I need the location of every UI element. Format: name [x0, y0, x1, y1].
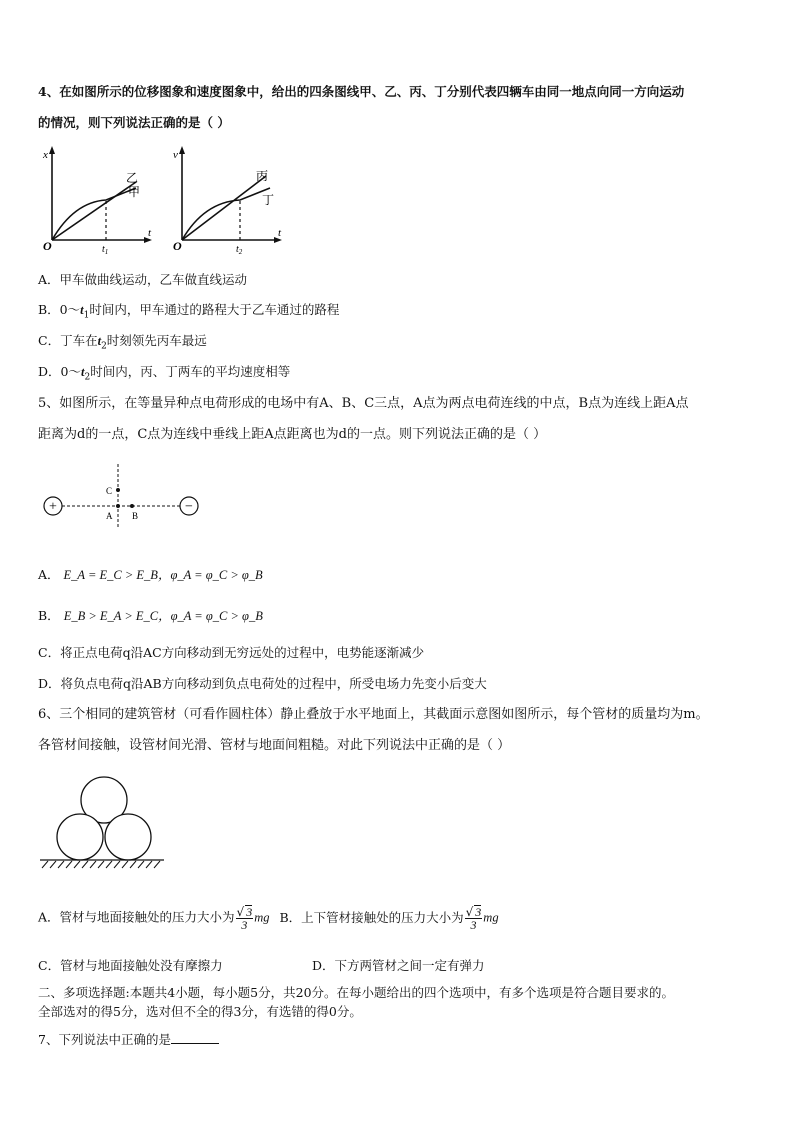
q4-fig2-x-label: t	[278, 227, 282, 239]
q6-option-d: D．下方两管材之间一定有弹力	[312, 958, 485, 973]
q5-figure-charges	[40, 460, 210, 530]
svg-text:−: −	[185, 499, 193, 515]
q5-option-b: B． E_B > E_A > E_C，φ_A = φ_C > φ_B	[38, 608, 263, 623]
q4-fig2-origin: O	[173, 239, 182, 253]
q4-fig1-curve-label-2: 甲	[128, 185, 141, 199]
q5-option-a: A． E_A = E_C > E_B，φ_A = φ_C > φ_B	[38, 567, 263, 582]
q6-stem-line2: 各管材间接触，设管材间光滑、管材与地面间粗糙。对此下列说法中正确的是（ ）	[38, 738, 511, 753]
q6-fraction-b: $\frac{√ 3}{3}$	[465, 905, 482, 932]
q5-label-b: B	[132, 511, 139, 521]
q4-option-d: D．$0\sim t_2$时间内，丙、丁两车的平均速度相等	[38, 364, 291, 383]
svg-text:+: +	[49, 499, 57, 515]
q4-stem-line1: 4、在如图所示的位移图象和速度图象中，给出的四条图线甲、乙、丙、丁分别代表四辆车由同一地点向同一方向运动	[38, 84, 685, 99]
q4-fig1-y-label: x	[43, 149, 48, 161]
q4-stem-line2: 的情况，则下列说法正确的是（ ）	[38, 115, 230, 130]
q7-answer-blank	[171, 1031, 219, 1044]
q5-label-a: A	[106, 511, 113, 521]
q4-option-c: C．丁车在$t_2$时刻领先丙车最远	[38, 333, 207, 352]
q4-fig2-y-label: v	[173, 149, 178, 161]
q4-fig1-curve-label-1: 乙	[126, 171, 139, 185]
q4-fig2-curve-label-1: 丙	[256, 169, 269, 183]
q6-fraction-a: $\frac{√ 3}{3}$	[236, 905, 253, 932]
q4-fig1-origin: O	[43, 239, 52, 253]
q4-fig1-x-label: t	[148, 227, 152, 239]
q4-fig1-tick: $t_1$	[102, 244, 109, 256]
q5-stem-line2: 距离为d的一点，C点为连线中垂线上距A点距离也为d的一点。则下列说法正确的是（ ）	[38, 427, 547, 442]
q6-option-a-b: A．管材与地面接触处的压力大小为 $\frac{√ 3}{3}$ mg B．上下管材接触处的压力大小为 $\frac{√ 3}{3}$ mg	[38, 905, 499, 932]
q5-option-d: D．将负点电荷q沿AB方向移动到负点电荷处的过程中，所受电场力先变小后变大	[38, 676, 487, 691]
q4-figure-x-t	[36, 144, 166, 256]
q4-option-a: A．甲车做曲线运动，乙车做直线运动	[38, 272, 248, 287]
q5-option-c: C．将正点电荷q沿AC方向移动到无穷远处的过程中，电势能逐渐减少	[38, 645, 425, 660]
q4-fig2-curve-label-2: 丁	[262, 193, 275, 207]
q4-option-b: B．$0\sim t_1$时间内，甲车通过的路程大于乙车通过的路程	[38, 302, 340, 321]
q4-fig2-tick: $t_2$	[236, 244, 243, 256]
section2-heading-line2: 全部选对的得5分，选对但不全的得3分，有选错的得0分。	[38, 1004, 362, 1019]
q7-stem: 7、下列说法中正确的是	[38, 1031, 219, 1048]
section2-heading-line1: 二、多项选择题:本题共4小题，每小题5分，共20分。在每小题给出的四个选项中，有多个选项是符合题目要求的。	[38, 985, 675, 1000]
q6-stem-line1: 6、三个相同的建筑管材（可看作圆柱体）静止叠放于水平地面上，其截面示意图如图所示，每个管材的质量均为m。	[38, 707, 709, 722]
q6-figure-pipes	[38, 774, 168, 874]
q4-figure-v-t	[166, 144, 296, 256]
q6-option-c: C．管材与地面接触处没有摩擦力	[38, 958, 223, 973]
q5-label-c: C	[106, 486, 113, 496]
q5-stem-line1: 5、如图所示，在等量异种点电荷形成的电场中有A、B、C三点，A点为两点电荷连线的中点，B点为连线上距A点	[38, 396, 689, 411]
